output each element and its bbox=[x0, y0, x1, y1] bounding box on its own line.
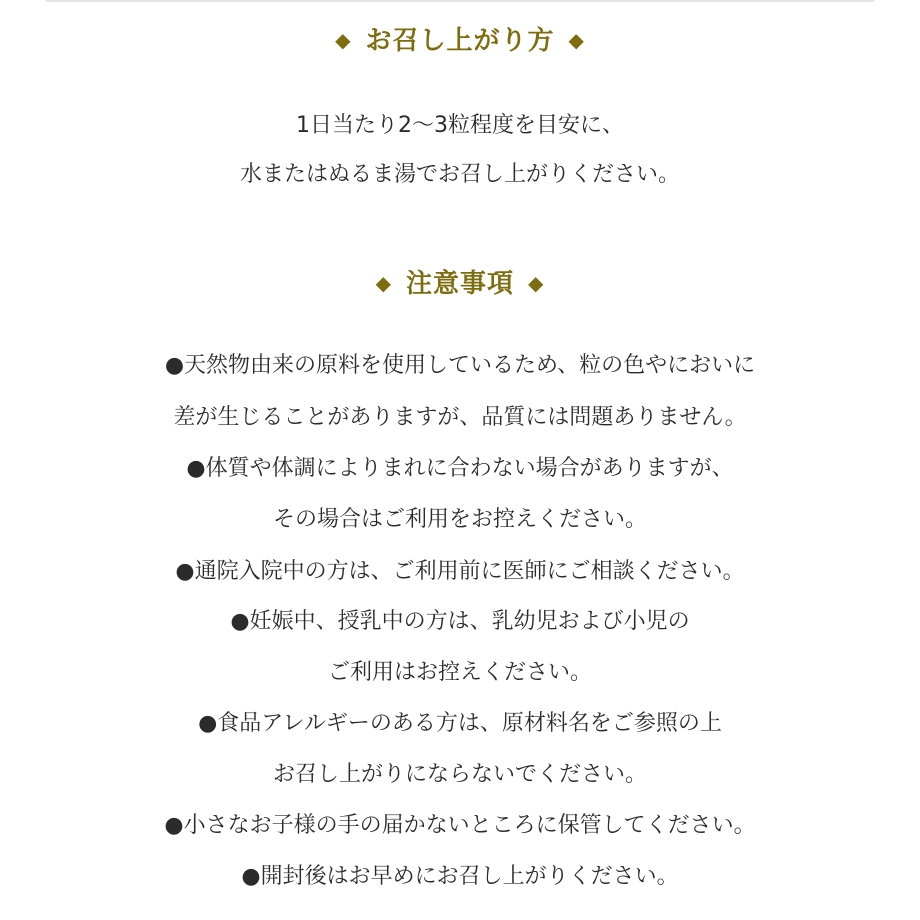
text-line: ●体質や体調によりまれに合わない場合がありますが、 bbox=[186, 456, 734, 481]
diamond-icon: ◆ bbox=[335, 28, 352, 52]
diamond-icon: ◆ bbox=[568, 28, 585, 52]
text-line: ●天然物由来の原料を使用しているため、粒の色やにおいに bbox=[164, 353, 756, 378]
heading-label: 注意事項 bbox=[405, 269, 514, 299]
diamond-icon: ◆ bbox=[528, 271, 545, 295]
heading-label: お召し上がり方 bbox=[365, 26, 555, 56]
text-line: 水またはぬるま湯でお召し上がりください。 bbox=[239, 162, 680, 187]
section-heading-precautions bbox=[0, 265, 920, 302]
text-line: ●小さなお子様の手の届かないところに保管してください。 bbox=[164, 813, 756, 838]
text-line: ●妊娠中、授乳中の方は、乳幼児および小児の bbox=[230, 609, 690, 634]
text-line: ご利用はお控えください。 bbox=[327, 660, 592, 685]
text-line: お召し上がりにならないでください。 bbox=[272, 762, 647, 787]
top-divider bbox=[46, 0, 874, 2]
text-line: ●通院入院中の方は、ご利用前に医師にご相談ください。 bbox=[175, 559, 745, 584]
text-line: 1日当たり2～3粒程度を目安に、 bbox=[296, 113, 624, 138]
text-line: 差が生じることがありますが、品質には問題ありません。 bbox=[173, 405, 747, 430]
text-line: ●食品アレルギーのある方は、原材料名をご参照の上 bbox=[198, 711, 722, 736]
text-line: その場合はご利用をお控えください。 bbox=[272, 507, 647, 532]
text-line: ●開封後はお早めにお召し上がりください。 bbox=[241, 864, 679, 889]
section-heading-how-to-take bbox=[0, 22, 920, 59]
diamond-icon: ◆ bbox=[375, 271, 392, 295]
